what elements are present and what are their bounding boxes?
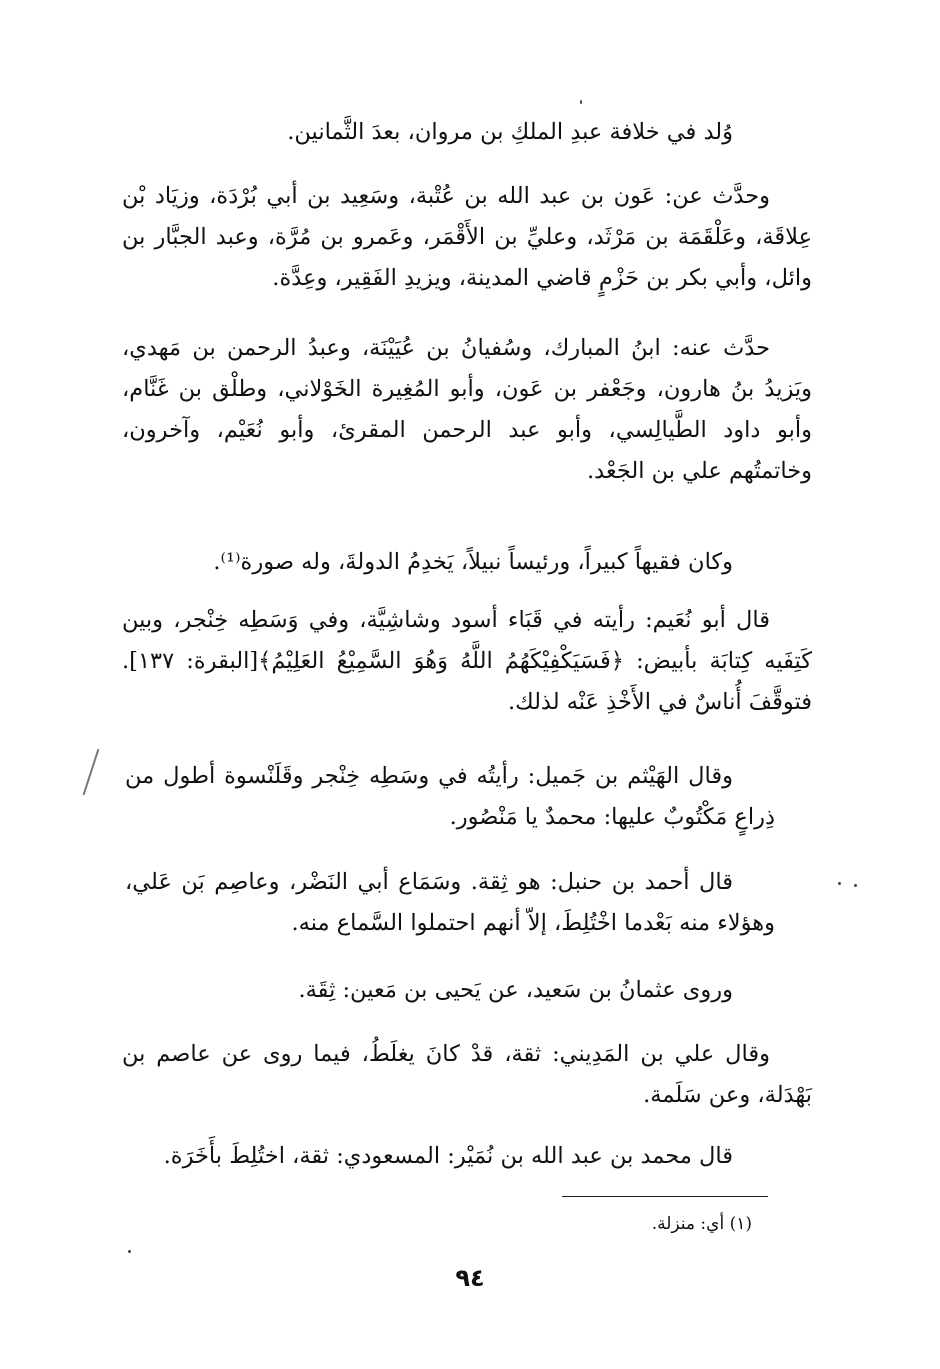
paragraph-haytham: وقال الهَيْثم بن جَميل: رأيتُه في وسَطِه خِنْجر وقَلَنْسوة أطول من ذِراعٍ مَكْتُوبٌ عليها: محمدٌ يا مَنْصُور. <box>125 763 775 830</box>
paragraph-birth: وُلد في خلافة عبدِ الملكِ بن مروان، بعدَ الثَّمانين. <box>287 119 733 145</box>
scan-speck <box>128 1250 131 1253</box>
paragraph-ali-ibn-madini: وقال علي بن المَدِيني: ثقة، قدْ كانَ يغلَطُ، فيما روى عن عاصم بن بَهْدَلة، وعن سَلَمة. <box>122 1041 812 1108</box>
paragraph-narrated-by: حدَّث عنه: ابنُ المبارك، وسُفيانُ بن عُيَيْنَة، وعبدُ الرحمن بن مَهدي، ويَزيدُ بنُ هارون، وجَعْفر بن عَون، وأبو المُغِيرة الخَوْلاني، وطلْق بن غَنَّام، وأبو داود الطَّيالِسي، وأبو عبد الرحمن المقرئ، وأبو نُعَيْم، وآخرون، وخاتمتُهم علي بن الجَعْد. <box>122 335 812 484</box>
footnote-divider <box>562 1196 768 1197</box>
scan-speck <box>854 884 857 887</box>
scan-speck <box>580 100 582 104</box>
paragraph-uthman: وروى عثمانُ بن سَعيد، عن يَحيى بن مَعين: ثِقَة. <box>298 977 733 1003</box>
paragraph-narrated-from: وحدَّث عن: عَون بن عبد الله بن عُتْبة، وسَعِيد بن أبي بُرْدَة، وزيَاد بْن عِلاقَة، وعَلْقَمَة بن مَرْثَد، وعليِّ بن الأَقْمَر، وعَمرو بن مُرَّة، وعبد الجبَّار بن وائل، وأبي بكر بن حَزْمٍ قاضي المدينة، ويزيدِ الفَقِير، وعِدَّة. <box>122 183 812 291</box>
footnote: (١) أي: منزلة. <box>651 1214 752 1234</box>
paragraph-ibn-numayr: قال محمد بن عبد الله بن نُمَيْر: المسعودي: ثقة، اختُلِطَ بأَخَرَة. <box>163 1143 733 1169</box>
paragraph-abu-nuaym: قال أبو نُعَيم: رأيته في قَبَاء أسود وشاشِيَّة، وفي وَسَطِه خِنْجر، وبين كَتِفَيه كِتابَة بأبيض: ﴿فَسَيَكْفِيْكَهُمُ اللَّهُ وَهُوَ السَّمِيْعُ العَلِيْمُ﴾[البقرة: ١٣٧]. فتوقَّفَ أُناسٌ في الأَخْذِ عَنْه لذلك. <box>122 607 812 715</box>
scan-speck <box>838 882 841 885</box>
paragraph-ahmad-ibn-hanbal: قال أحمد بن حنبل: هو ثِقة. وسَمَاع أبي النَضْر، وعاصِم بَن عَلي، وهؤلاء منه بَعْدما اخْتُلِطَ، إلاّ أنهم احتملوا السَّماع منه. <box>125 869 775 936</box>
paragraph-description: وكان فقيهاً كبيراً، ورئيساً نبيلاً، يَخدِمُ الدولةَ، وله صورة⁽¹⁾. <box>213 549 733 575</box>
page-number: ٩٤ <box>455 1264 485 1292</box>
margin-pencil-mark <box>83 749 100 795</box>
